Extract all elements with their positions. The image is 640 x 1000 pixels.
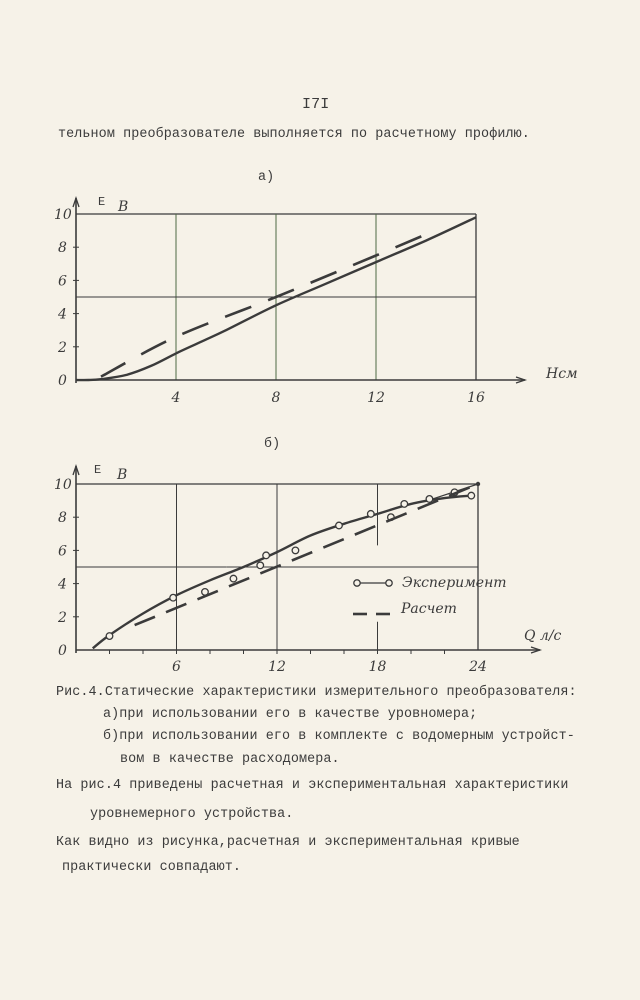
chart-b-y-tick-label: 8	[58, 510, 67, 527]
paragraph-1-line-2: уровнемерного устройства.	[90, 807, 294, 822]
chart-a-y-tick-label: 4	[58, 306, 67, 323]
page-number: I7I	[302, 96, 330, 113]
chart-b-x-tick-label: 6	[172, 659, 181, 675]
chart-b-x-axis-label: Q л/с	[524, 628, 562, 644]
chart-b-data-point	[292, 547, 299, 554]
chart-b-data-point	[106, 633, 113, 640]
chart-a-x-axis-label: Hсм	[546, 366, 578, 382]
chart-b-endpoint-marker	[476, 482, 480, 486]
legend-calculation-label: Расчет	[401, 601, 457, 617]
chart-b-x-tick-label: 12	[268, 659, 286, 675]
chart-a-y-tick-label: 10	[54, 207, 72, 223]
chart-a-y-tick-label: 6	[58, 273, 67, 290]
chart-b-y-tick-label: 10	[54, 477, 72, 493]
chart-b-data-point	[230, 575, 237, 582]
paragraph-2-line-1: Как видно из рисунка,расчетная и экспериментальная кривые	[56, 835, 520, 850]
chart-a-series-calculation	[101, 232, 431, 376]
chart-b-data-point	[263, 552, 270, 559]
figure-caption-b2: вом в качестве расходомера.	[120, 752, 340, 767]
chart-b-data-point	[257, 562, 264, 569]
chart-b-x-tick-label: 18	[368, 659, 387, 675]
panel-a-label: а)	[258, 170, 275, 185]
figure-caption-a: а)при использовании его в качестве уровномера;	[103, 707, 478, 722]
legend-experiment-marker	[386, 580, 392, 586]
chart-b-y-tick-label: 6	[58, 543, 67, 560]
chart-b-data-point	[468, 492, 475, 499]
chart-a-y-unit-label: В	[118, 199, 129, 215]
chart-a-x-tick-label: 16	[467, 390, 485, 406]
chart-a-y-axis-label: E	[98, 195, 106, 209]
chart-b-x-tick-label: 24	[469, 659, 487, 675]
panel-b-label: б)	[264, 437, 281, 452]
chart-a-x-tick-label: 12	[367, 390, 385, 406]
chart-a-x-tick-label: 8	[271, 390, 281, 406]
legend-experiment-label: Эксперимент	[402, 575, 507, 591]
chart-b-data-point	[336, 522, 343, 529]
chart-a-y-tick-label: 2	[58, 339, 67, 356]
chart-a-x-tick-label: 4	[171, 390, 181, 406]
legend-experiment-marker	[354, 580, 360, 586]
chart-b-series-experiment	[93, 496, 472, 649]
paragraph-1-line-1: На рис.4 приведены расчетная и экспериментальная характеристики	[56, 778, 569, 793]
chart-b-y-axis-label: E	[94, 463, 102, 477]
paragraph-2-line-2: практически совпадают.	[62, 860, 241, 875]
intro-line: тельном преобразователе выполняется по расчетному профилю.	[58, 127, 530, 142]
chart-b-y-tick-label: 2	[58, 609, 67, 626]
figure-caption-b1: б)при использовании его в комплекте с водомерным устройст-	[103, 729, 575, 744]
chart-b-data-point	[170, 594, 177, 601]
chart-b-data-point	[368, 511, 375, 518]
chart-b-y-tick-label: 4	[58, 576, 67, 593]
chart-b-y-unit-label: В	[117, 467, 128, 483]
chart-a-y-tick-label: 8	[58, 240, 67, 257]
chart-b-y-tick-label: 0	[58, 643, 67, 659]
figure-caption: Рис.4.Статические характеристики измерительного преобразователя:	[56, 685, 577, 700]
chart-b-data-point	[426, 496, 433, 503]
chart-b-data-point	[401, 501, 408, 508]
chart-a-y-tick-label: 0	[58, 373, 67, 389]
